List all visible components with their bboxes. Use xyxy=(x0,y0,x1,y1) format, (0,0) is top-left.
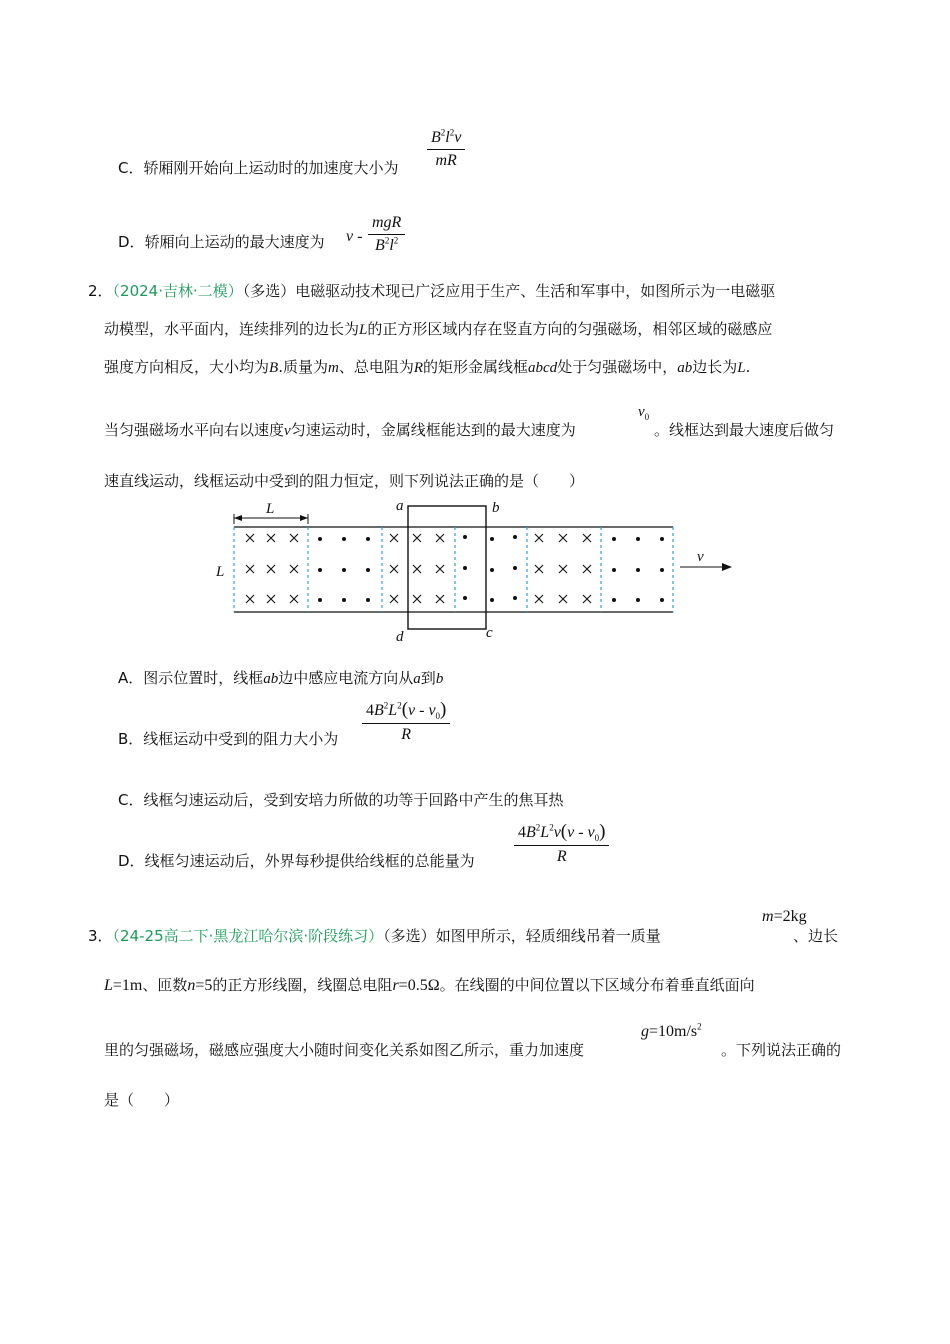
question-source: （2024·吉林·二模） xyxy=(112,282,243,300)
q2-line-4-end: 。线框达到最大速度后做匀 xyxy=(654,421,835,439)
q3-gravity: $g=10m/s^2$ xyxy=(641,1021,702,1040)
q1-d-fraction: mgR $B^2l^2$ xyxy=(368,214,405,255)
q2-line-5: 速直线运动，线框运动中受到的阻力恒定，则下列说法正确的是（ ） xyxy=(104,472,585,490)
option-label: C． xyxy=(118,791,144,809)
q2-line-1: 2．（2024·吉林·二模）（多选）电磁驱动技术现已广泛应用于生产、生活和军事中，如图所示为一电磁驱 xyxy=(88,282,776,300)
q3-line-2: L=1m、匝数n=5的正方形线圈，线圈总电阻r=0.5Ω。在线圈的中间位置以下区域分布着垂直纸面向 xyxy=(104,976,755,994)
option-label: D． xyxy=(118,233,145,251)
velocity-label: v xyxy=(697,549,704,565)
q1-d-v-minus: v - xyxy=(346,228,363,245)
q3-line-3: 里的匀强磁场，磁感应强度大小随时间变化关系如图乙所示，重力加速度 xyxy=(104,1041,585,1059)
field-out-of-page-region xyxy=(318,537,370,602)
q1-option-c xyxy=(118,157,399,178)
q3-line-1: 3．（24-25高二下·黑龙江哈尔滨·阶段练习）（多选）如图甲所示，轻质细线吊着一质量 xyxy=(88,927,661,945)
dimension-label-top: L xyxy=(266,501,275,517)
q2-v0-symbol: $v_0$ xyxy=(638,404,650,422)
q2-b-fraction: $4B^2L^2(v - v_0)$ R xyxy=(362,699,450,744)
field-into-page-region xyxy=(535,534,591,603)
q2-option-b: B．线框运动中受到的阻力大小为 xyxy=(118,730,339,748)
q2-option-a: A．图示位置时，线框ab边中感应电流方向从a到b xyxy=(118,669,444,687)
question-type: （多选） xyxy=(383,927,436,945)
question-type: （多选） xyxy=(242,282,296,300)
option-label: C． xyxy=(118,159,144,177)
option-text: 轿厢向上运动的最大速度为 xyxy=(144,233,325,251)
q3-mass: m=2kg xyxy=(762,908,807,925)
field-out-of-page-region xyxy=(463,535,517,602)
corner-b: b xyxy=(492,500,500,516)
q1-option-d xyxy=(118,231,325,252)
field-into-page-region xyxy=(390,534,444,603)
q3-line-1-end: 、边长 xyxy=(793,927,839,945)
field-out-of-page-region xyxy=(612,537,664,602)
wire-frame xyxy=(408,506,486,629)
field-into-page-region xyxy=(246,534,298,603)
option-text: 轿厢刚开始向上运动时的加速度大小为 xyxy=(143,159,399,177)
q1-c-fraction: $B^2l^2v$ mR xyxy=(427,129,465,170)
q2-d-fraction: $4B^2L^2v(v - v_0)$ R xyxy=(514,821,609,866)
question-number: 3． xyxy=(88,927,113,945)
question-source: （24-25高二下·黑龙江哈尔滨·阶段练习） xyxy=(112,927,384,945)
q3-line-4: 是（ ） xyxy=(104,1091,180,1109)
arrow-right-icon xyxy=(722,563,732,571)
option-label: A． xyxy=(118,669,144,687)
corner-c: c xyxy=(486,625,493,641)
q2-figure xyxy=(210,494,750,646)
corner-a: a xyxy=(396,498,404,514)
q2-line-4: 当匀强磁场水平向右以速度v匀速运动时，金属线框能达到的最大速度为 xyxy=(104,421,576,439)
q2-line-3: 强度方向相反，大小均为B.质量为m、总电阻为R的矩形金属线框abcd处于匀强磁场中，ab边长为L. xyxy=(104,358,751,376)
corner-d: d xyxy=(396,629,404,645)
option-label: B． xyxy=(118,730,144,748)
option-label: D． xyxy=(118,852,145,870)
q3-line-3-end: 。下列说法正确的 xyxy=(721,1041,842,1059)
q2-option-c: C．线框匀速运动后，受到安培力所做的功等于回路中产生的焦耳热 xyxy=(118,791,564,809)
q2-option-d: D．线框匀速运动后，外界每秒提供给线框的总能量为 xyxy=(118,852,475,870)
dimension-label-side: L xyxy=(216,564,225,580)
q2-line-2: 动模型，水平面内，连续排列的边长为L的正方形区域内存在竖直方向的匀强磁场，相邻区域的磁感应 xyxy=(104,320,773,338)
question-number: 2． xyxy=(88,282,113,300)
